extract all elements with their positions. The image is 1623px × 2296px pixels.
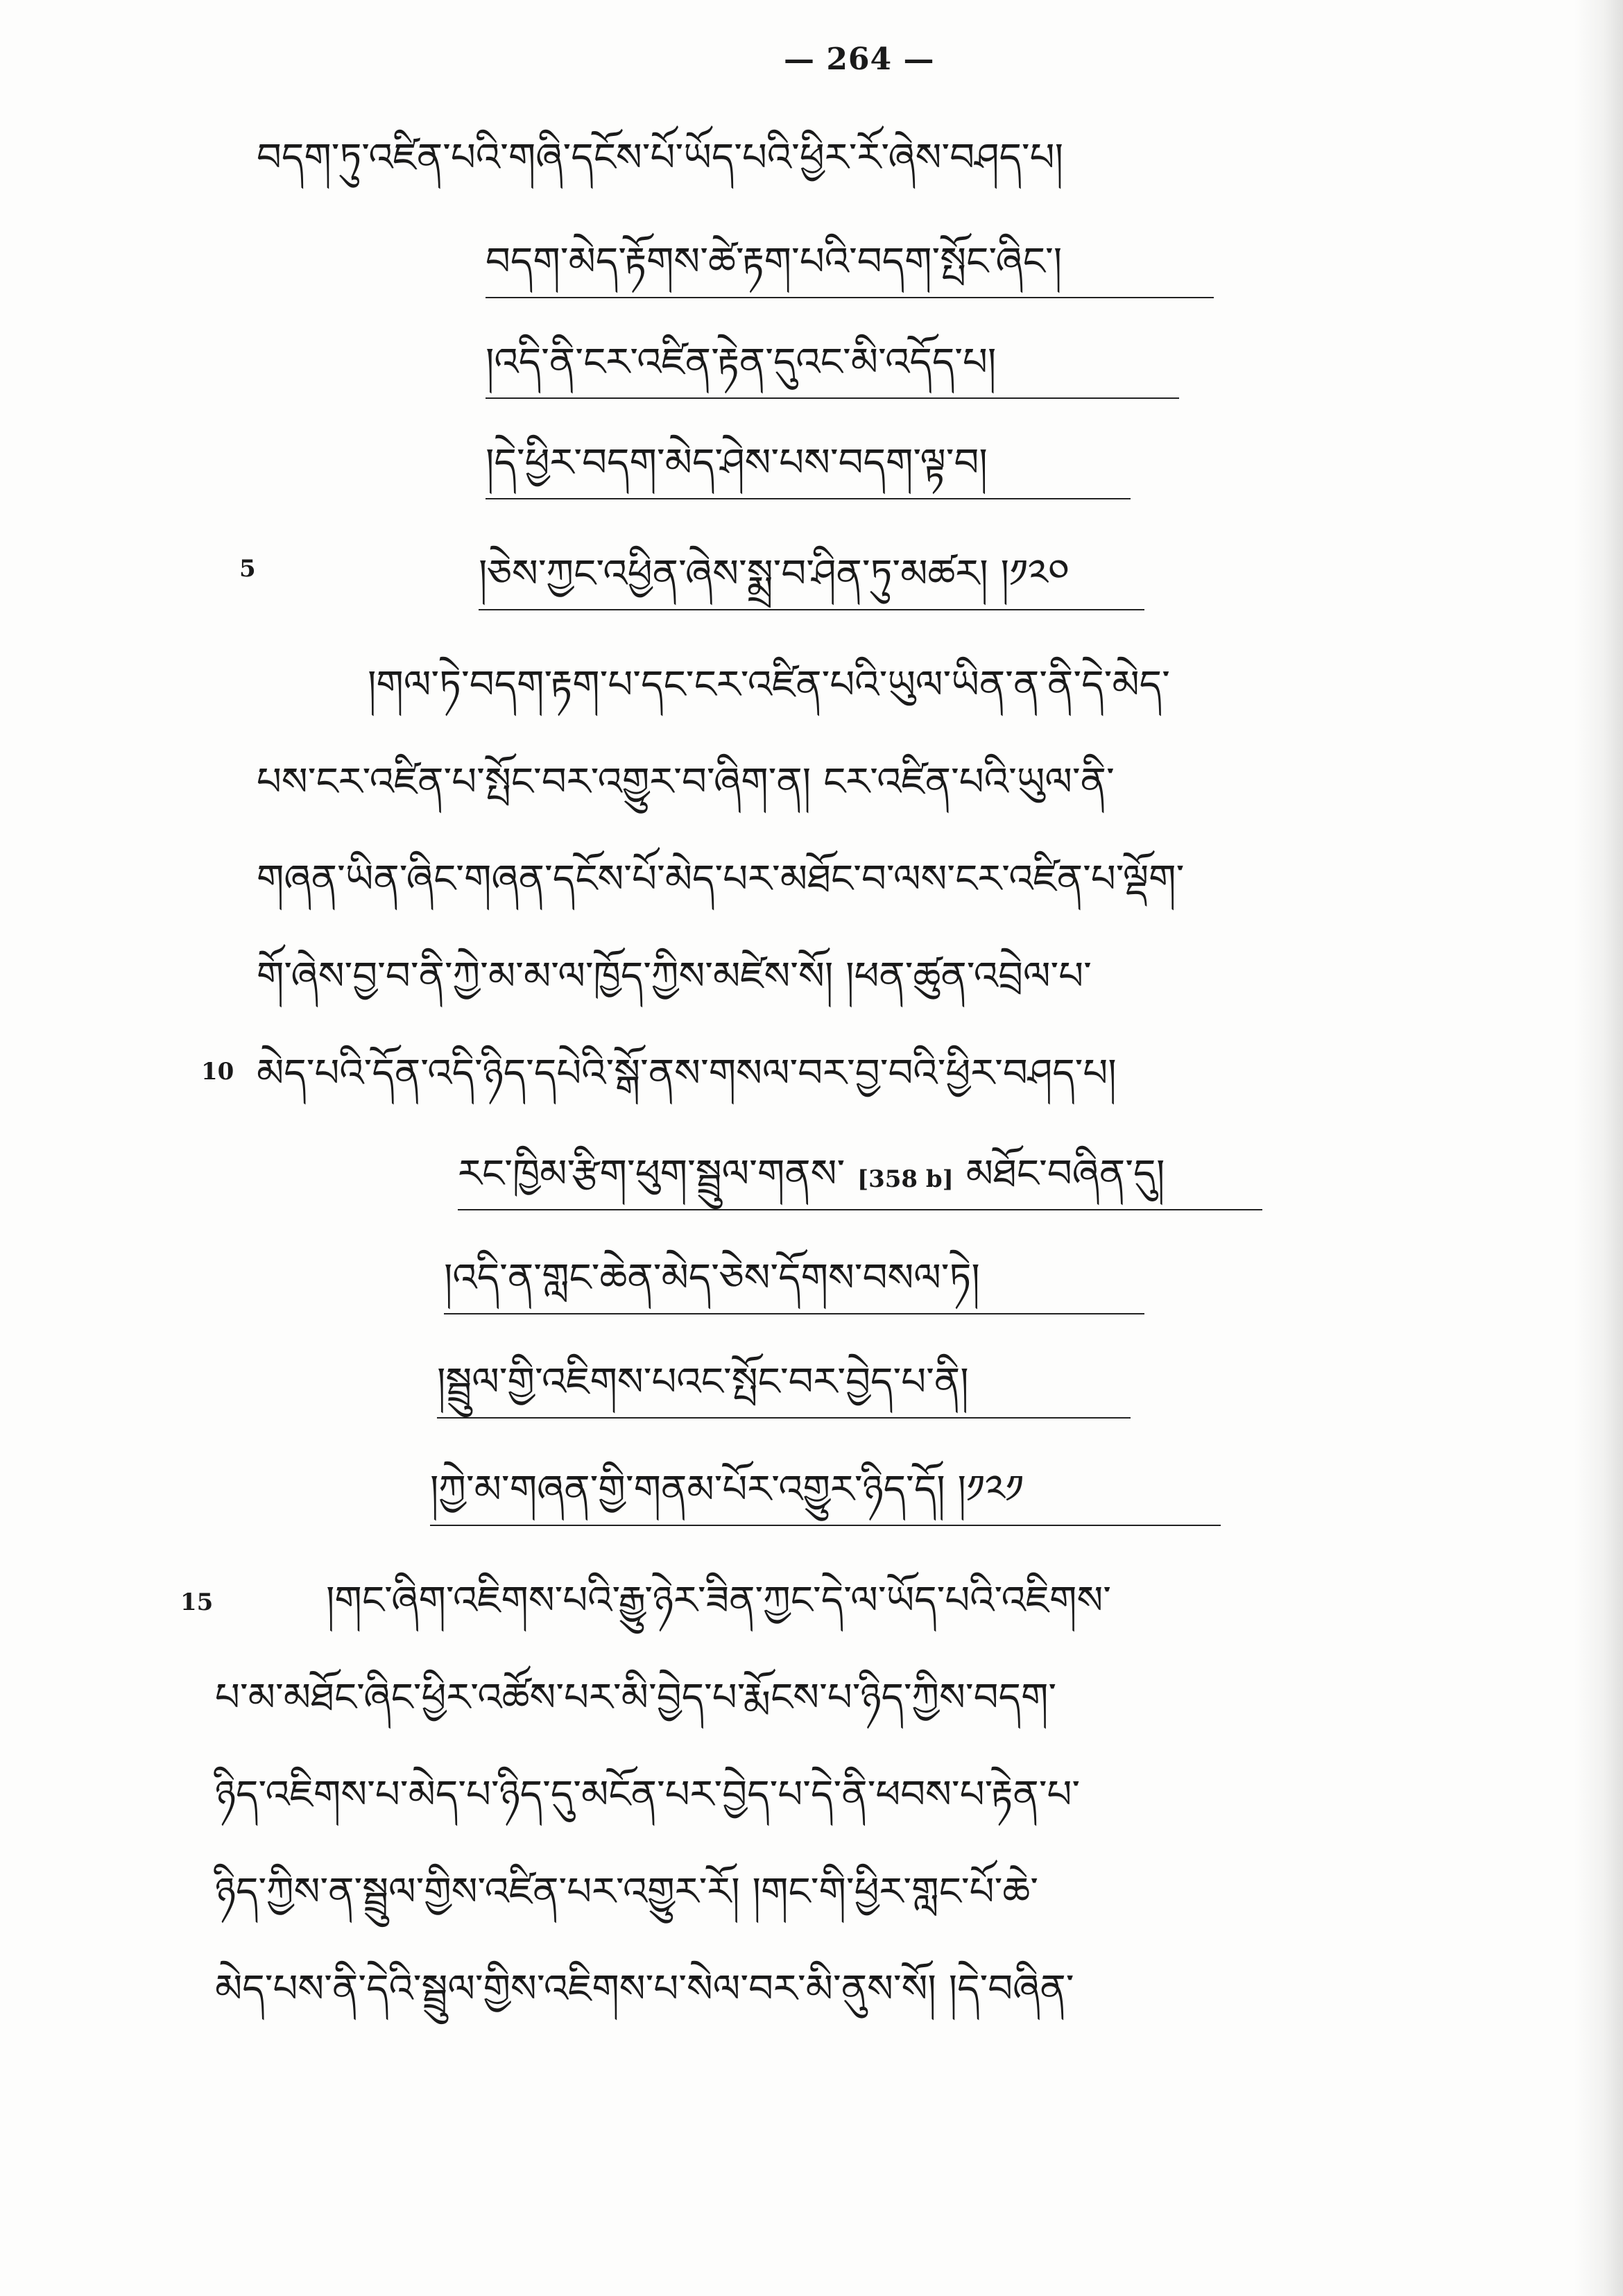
verse-line (479, 551, 1144, 610)
verse-underline (458, 1209, 1262, 1210)
page-number: — 264 — (784, 42, 935, 77)
verse-underline (486, 297, 1214, 298)
verse-line (444, 1256, 1144, 1314)
verse-line (486, 440, 1131, 499)
verse-text-content: །ཀྱེ་མ་གཞན་གྱི་གནམ་པོར་འགྱུར་ཉིད་དོ། (430, 1467, 945, 1512)
verse-text-content: མཐོང་བཞིན་དུ། (965, 1151, 1165, 1197)
text-line: པས་ངར་འཛིན་པ་སྤོང་བར་འགྱུར་བ་ཞིག་ན། ངར་འཛིན་པའི་ཡུལ་ནི་ (257, 760, 1115, 805)
verse-underline (437, 1417, 1131, 1419)
verse-line (486, 239, 1214, 298)
text-line: ཉིད་འཇིགས་པ་མེད་པ་ཉིད་དུ་མངོན་པར་བྱེད་པ་དེ་ནི་ཕབས་པ་རྟེན་པ་ (215, 1772, 1081, 1817)
verse-number: །༡༢༠ (1000, 551, 1070, 597)
verse-text-content: །ཅེས་ཀྱང་འཕྱིན་ཞེས་སྨྲ་བ་ཤིན་ཏུ་མཚར། (479, 551, 988, 597)
text-line: མེད་པས་ནི་དེའི་སྦྲུལ་གྱིས་འཇིགས་པ་སེལ་བར་མི་ནུས་སོ། །དེ་བཞིན་ (215, 1967, 1074, 2012)
text-line: །གལ་ཏེ་བདག་རྟག་པ་དང་ངར་འཛིན་པའི་ཡུལ་ཡིན་ན་ནི་དེ་མེད་ (368, 662, 1170, 708)
line-number-15: 15 (180, 1588, 214, 1616)
verse-number: །༡༢༡ (957, 1467, 1024, 1512)
verse-underline (444, 1313, 1144, 1314)
text-line: མེད་པའི་དོན་འདི་ཉིད་དཔེའི་སྒོ་ནས་གསལ་བར་བྱ་བའི་ཕྱིར་བཤད་པ། (257, 1051, 1117, 1096)
verse-line (458, 1151, 1262, 1210)
line-number-5: 5 (239, 555, 256, 583)
text-line: བདག་ཏུ་འཛིན་པའི་གཞི་དངོས་པོ་ཡོད་པའི་ཕྱིར་རོ་ཞེས་བཤད་པ། (257, 135, 1064, 180)
page-edge-shadow (1574, 0, 1623, 2296)
line-number-10: 10 (201, 1058, 234, 1086)
text-line: ཉིད་ཀྱིས་ན་སྦྲུལ་གྱིས་འཛིན་པར་འགྱུར་རོ། །གང་གི་ཕྱིར་གླང་པོ་ཆེ་ (215, 1869, 1038, 1914)
verse-underline (486, 397, 1179, 399)
text-line: །གང་ཞིག་འཇིགས་པའི་རྒྱུ་ཉེར་ཟིན་ཀྱང་དེ་ལ་ཡོད་པའི་འཇིགས་ (326, 1578, 1112, 1623)
verse-line (430, 1467, 1221, 1526)
text-line: གོ་ཞེས་བྱ་བ་ནི་ཀྱེ་མ་མ་ལ་ཁྱོད་ཀྱིས་མཛེས་སོ། །ཕན་ཚུན་འབྲེལ་པ་ (257, 954, 1092, 999)
verse-underline (430, 1525, 1221, 1526)
verse-text (458, 1151, 1262, 1197)
verse-text: བདག་མེད་རྟོགས་ཚེ་རྟག་པའི་བདག་སྤོང་ཞིང་། (486, 239, 1063, 284)
folio-reference: [358 b] (857, 1165, 954, 1193)
text-line: པ་མ་མཐོང་ཞིང་ཕྱིར་འཚོས་པར་མི་བྱེད་པ་རྨོངས་པ་ཉིད་ཀྱིས་བདག་ (215, 1675, 1057, 1720)
verse-text: །འདི་ནི་ངར་འཛིན་རྟེན་དུའང་མི་འདོད་པ། (486, 340, 997, 385)
verse-text: །དེ་ཕྱིར་བདག་མེད་ཤེས་པས་བདག་ལྟ་བ། (486, 440, 988, 486)
verse-underline (479, 609, 1144, 610)
verse-line (437, 1360, 1131, 1419)
verse-text (479, 551, 1144, 597)
verse-text: །སྦྲུལ་གྱི་འཇིགས་པའང་སྤོང་བར་བྱེད་པ་ནི། (437, 1360, 969, 1405)
text-line: གཞན་ཡིན་ཞིང་གཞན་དངོས་པོ་མེད་པར་མཐོང་བ་ལས་ངར་འཛིན་པ་ལྡོག་ (257, 857, 1185, 902)
verse-underline (486, 498, 1131, 499)
verse-line (486, 340, 1179, 399)
verse-text: །འདི་ན་གླང་ཆེན་མེད་ཅེས་དོགས་བསལ་ཏེ། (444, 1256, 980, 1301)
verse-text-content: རང་ཁྱིམ་རྩིག་ཕུག་སྦྲུལ་གནས་ (458, 1151, 845, 1197)
verse-text (430, 1467, 1221, 1512)
